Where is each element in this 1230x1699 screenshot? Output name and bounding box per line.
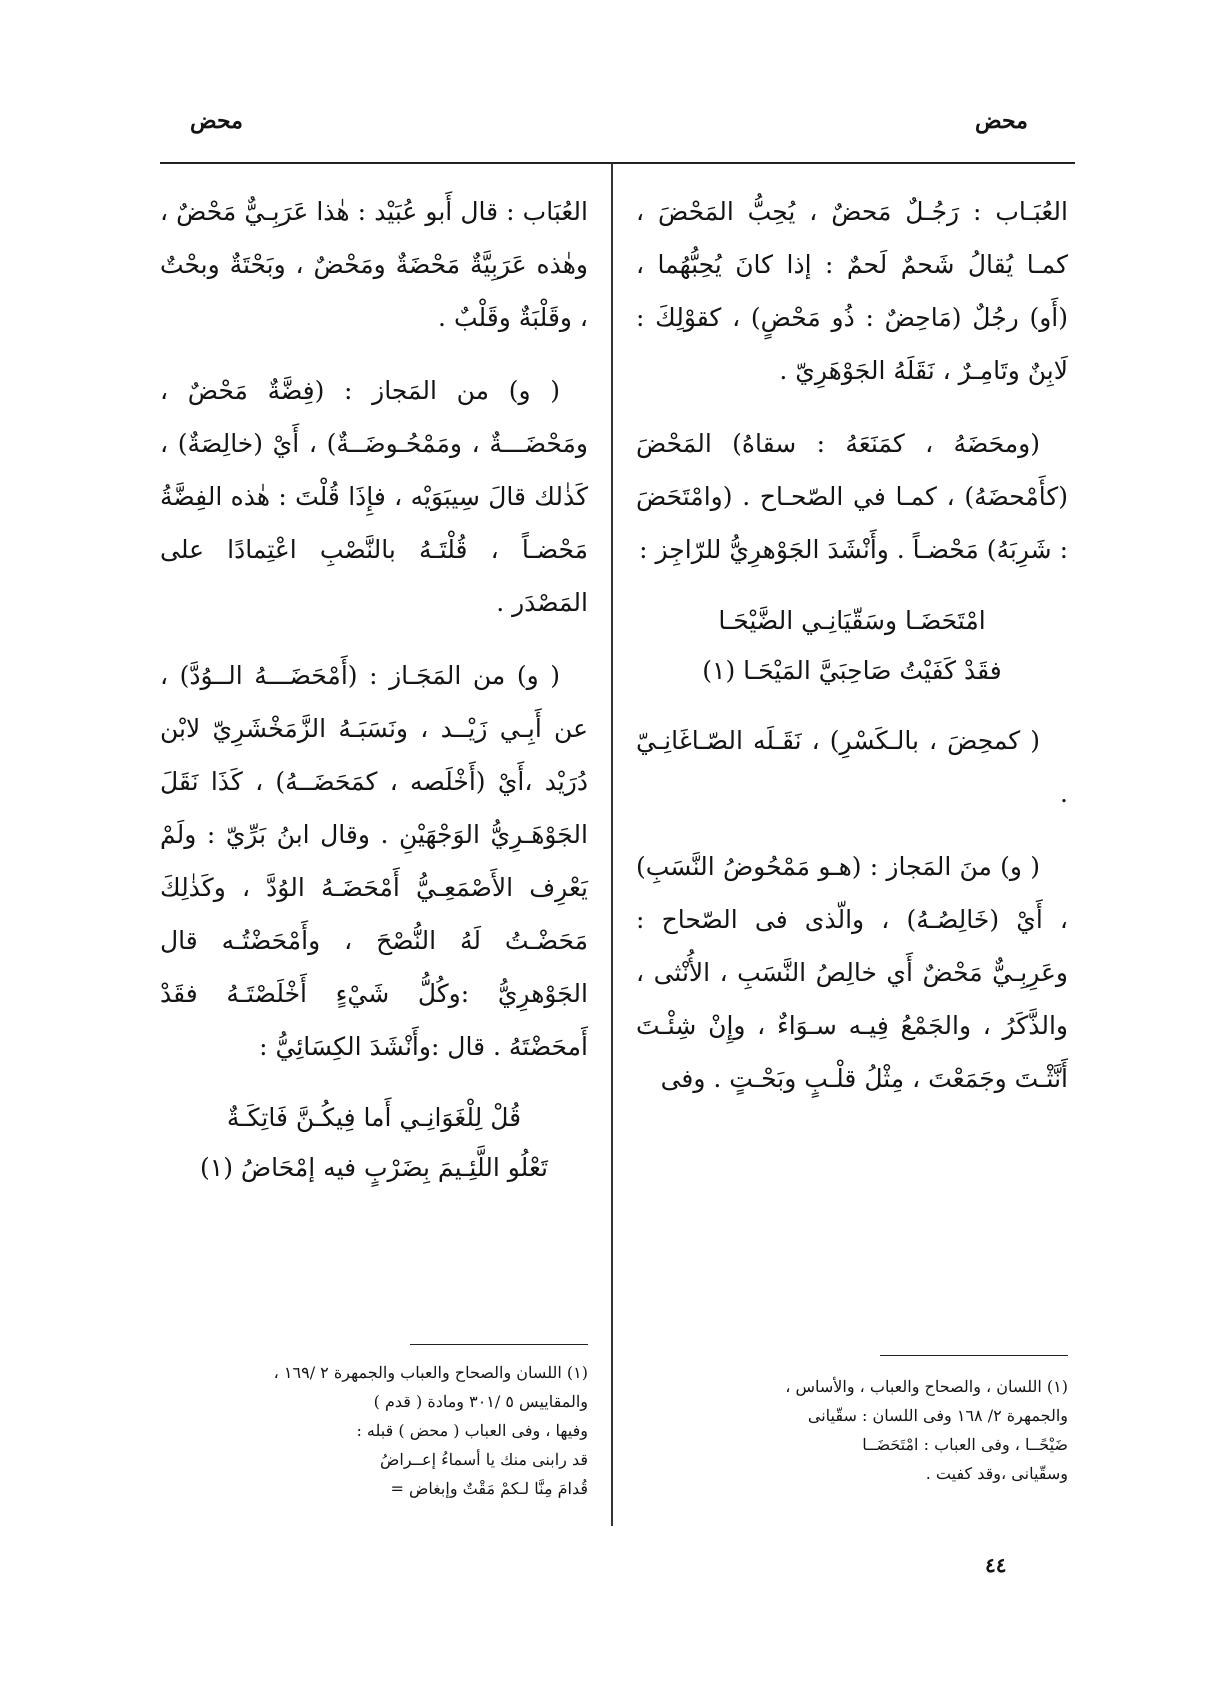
right-paragraph: ( و) منَ المَجاز : (هـو مَمْحُوضُ النَّسَبِ) ، أَيْ (خَالِصُـهُ) ، والّذى فى الصّحاح : وعَرِبِـيٌّ مَحْضٌ أَي خالِصُ النَّسَبِ ، الأُنْثى ، والذَّكَرُ ، والجَمْعُ فِيـه سـوَاءٌ ، وإِنْ شِئْـتَ أَنَّثْـتَ وجَمَعْتَ ، مِثْلُ قلْـبٍ وبَحْـتٍ . وفى: [636, 852, 1068, 1093]
footnote-line: قد رابنى منك يا أسماءُ إعــراضُ: [380, 1450, 588, 1469]
footnote-line: وسقّيانى ،وقد كفيت .: [925, 1464, 1068, 1483]
left-paragraph: ( و) من المَجاز : (فِضَّةٌ مَحْضٌ ، ومَحْضَـــةٌ ، ومَمْحُـوضَــةٌ) ، أَيْ (خالِصَةٌ) ، كَذٰلك قالَ سِيبَوَيْه ، فإِذَا قُلْتَ : هٰذه الفِضَّةُ مَحْضـاً ، قُلْتَـهُ بالنَّصْبِ اعْتِمادًا على المَصْدَر .: [160, 376, 588, 617]
footnote-right: [760, 1372, 1068, 1488]
footnote-line: والجمهرة ٢/ ١٦٨ وفى اللسان : سقّيانى: [807, 1406, 1068, 1425]
footnote-line: (١) اللسان ، والصحاح والعباب ، والأساس ،: [785, 1377, 1068, 1396]
footnote-line: (١) اللسان والصحاح والعباب والجمهرة ٢ /١٦٩ ،: [273, 1363, 588, 1382]
verse-line: فقَدْ كَفَيْتُ صَاحِبَيَّ المَيْحَـا (١): [702, 656, 1002, 685]
footnote-rule-left: [410, 1344, 588, 1345]
right-paragraph: (ومحَضَهُ ، كمَنَعَهُ : سقاهُ) المَحْضَ (كأَمْحضَهُ) ، كمـا في الصّحـاح . (وامْتَحَضَ : شَرِبَهُ) مَحْضـاً . وأَنْشَدَ الجَوْهرِيُّ للرّاجِز :: [636, 429, 1068, 564]
footnote-line: قُدامَ مِنَّا لـكمْ مَقْتٌ وإبغاض =: [390, 1479, 588, 1498]
footnote-rule-right: [880, 1355, 1068, 1356]
right-paragraph: ( كمحِضَ ، بالـكَسْرِ) ، نَقَـلَه الصّـاغَانِـيّ .: [636, 726, 1068, 808]
left-column: [160, 185, 588, 1211]
left-paragraph: العُبَاب : قال أَبو عُبَيْد : هٰذا عَرَبِـيٌّ مَحْضٌ ، وهٰذه عَرَبِيَّةٌ مَحْضَةٌ ومَحْضٌ ، وبَحْتَةٌ وبحْتٌ ، وقَلْبَةٌ وقَلْبٌ .: [160, 197, 588, 332]
verse-line: امْتَحَضَـا وسَقّيَانِـي الضَّيْحَـا: [718, 606, 986, 635]
right-column: [636, 185, 1068, 1125]
footnote-line: والمقاييس ٥ /٣٠١ ومادة ( قدم ): [373, 1392, 588, 1411]
running-header-left: محض: [190, 108, 243, 134]
right-paragraph: العُبَـاب : رَجُـلٌ مَحضٌ ، يُحِبُّ المَحْضَ ، كمـا يُقالُ شَحمٌ لَحمٌ : إذا كانَ يُحِبُّهُما ، (أَو) رجُلٌ (مَاحِضٌ : ذُو مَحْضٍ) ، كقوْلِكَ : لَابِنٌ وتَامِـرٌ ، نَقَلَهُ الجَوْهَرِيّ .: [636, 197, 1068, 385]
right-verse: [636, 596, 1068, 696]
footnote-line: ضَيْحًــا ، وفى العباب : امْتَحَضَــا: [862, 1435, 1068, 1454]
footnote-line: وفيها ، وفى العباب ( محض ) قبله :: [356, 1421, 588, 1440]
header-rule: [160, 162, 1075, 164]
verse-line: تَعْلُو اللَّئِـيمَ بِضَرْبٍ فيه إمْحَاضُ (١): [200, 1153, 548, 1182]
column-divider: [611, 163, 613, 1526]
page-number: ٤٤: [985, 1553, 1007, 1577]
left-verse: [160, 1093, 588, 1193]
verse-line: قُلْ لِلْغَوَانِـي أَما فِيكُـنَّ فَاتِكَـةٌ: [226, 1103, 522, 1132]
running-header-right: محض: [975, 108, 1028, 134]
footnote-left: [160, 1358, 588, 1503]
left-paragraph: ( و) من المَجَـاز : (أَمْحَضَـــهُ الــوُدَّ) ، عن أَبِـي زَيْــد ، ونَسَبَـهُ الزَّمَخْشَرِيّ لابْن دُرَيْد ،أَيْ (أَخْلَصه ، كمَحَضَــهُ) ، كَذَا نَقَلَ الجَوْهَـرِيُّ الوَجْهَيْنِ . وقال ابنُ بَرِّيّ : ولَمْ يَعْرِف الأَصْمَعِـيُّ أَمْحَضَـهُ الوُدَّ ، وكَذٰلِكَ مَحَضْـتُ لَهُ النُّصْحَ ، وأَمْحَضْتُـه قال الجَوْهرِيُّ :وكُلُّ شَيْءٍ أَخْلَصْتَـهُ فقَدْ أَمحَضْتَهُ . قال :وأَنْشَدَ الكِسَائِيُّ :: [160, 661, 588, 1061]
